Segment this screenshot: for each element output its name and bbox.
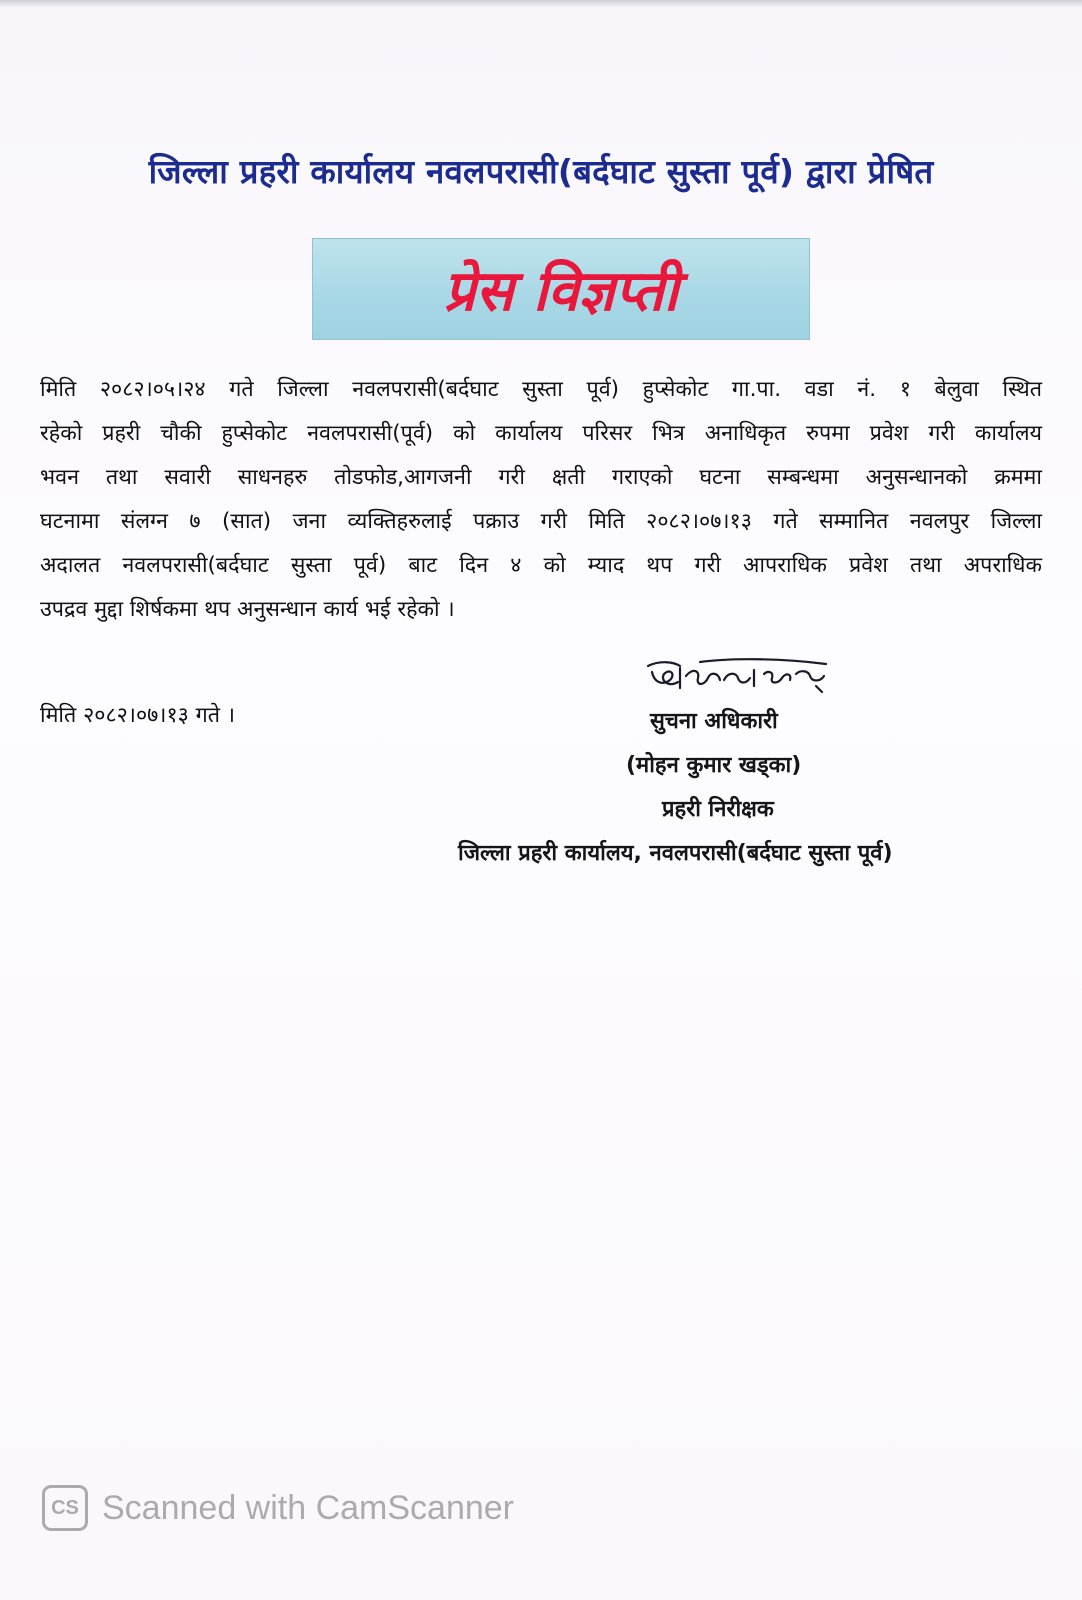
handwritten-signature	[640, 652, 840, 702]
signatory-rank: प्रहरी निरीक्षक	[662, 797, 774, 822]
body-line: भवन तथा सवारी साधनहरु तोडफोड,आगजनी गरी क्षती गराएको घटना सम्बन्धमा अनुसन्धानको क्रममा	[40, 465, 1042, 490]
body-line: अदालत नवलपरासी(बर्दघाट सुस्ता पूर्व) बाट दिन ४ को म्याद थप गरी आपराधिक प्रवेश तथा अपराधिक	[40, 553, 1042, 578]
press-release-title: प्रेस विज्ञप्ती	[443, 258, 679, 324]
signatory-block	[440, 700, 1040, 876]
body-line: घटनामा संलग्न ७ (सात) जना व्यक्तिहरुलाई पक्राउ गरी मिति २०८२।०७।१३ गते सम्मानित नवलपुर जिल्ला	[40, 509, 1042, 534]
body-line: मिति २०८२।०५।२४ गते जिल्ला नवलपरासी(बर्दघाट सुस्ता पूर्व) हुप्सेकोट गा.पा. वडा नं. १ बेलुवा स्थित	[40, 377, 1042, 402]
page-top-edge	[0, 0, 1082, 8]
body-line: रहेको प्रहरी चौकी हुप्सेकोट नवलपरासी(पूर्व) को कार्यालय परिसर भित्र अनाधिकृत रुपमा प्रवेश गरी कार्यालय	[40, 421, 1042, 446]
camscanner-watermark	[42, 1485, 514, 1531]
body-line: उपद्रव मुद्दा शिर्षकमा थप अनुसन्धान कार्य भई रहेको ।	[40, 597, 455, 622]
signatory-name: (मोहन कुमार खड्का)	[626, 753, 802, 778]
release-date: मिति २०८२।०७।१३ गते ।	[40, 703, 235, 728]
signatory-office: जिल्ला प्रहरी कार्यालय, नवलपरासी(बर्दघाट सुस्ता पूर्व)	[458, 841, 893, 866]
camscanner-logo-icon: CS	[42, 1485, 88, 1531]
press-release-banner	[312, 238, 810, 340]
signatory-title: सुचना अधिकारी	[650, 709, 778, 734]
press-release-body	[40, 368, 1042, 632]
watermark-text: Scanned with CamScanner	[102, 1488, 515, 1527]
office-heading: जिल्ला प्रहरी कार्यालय नवलपरासी(बर्दघाट सुस्ता पूर्व) द्वारा प्रेषित	[148, 152, 934, 191]
